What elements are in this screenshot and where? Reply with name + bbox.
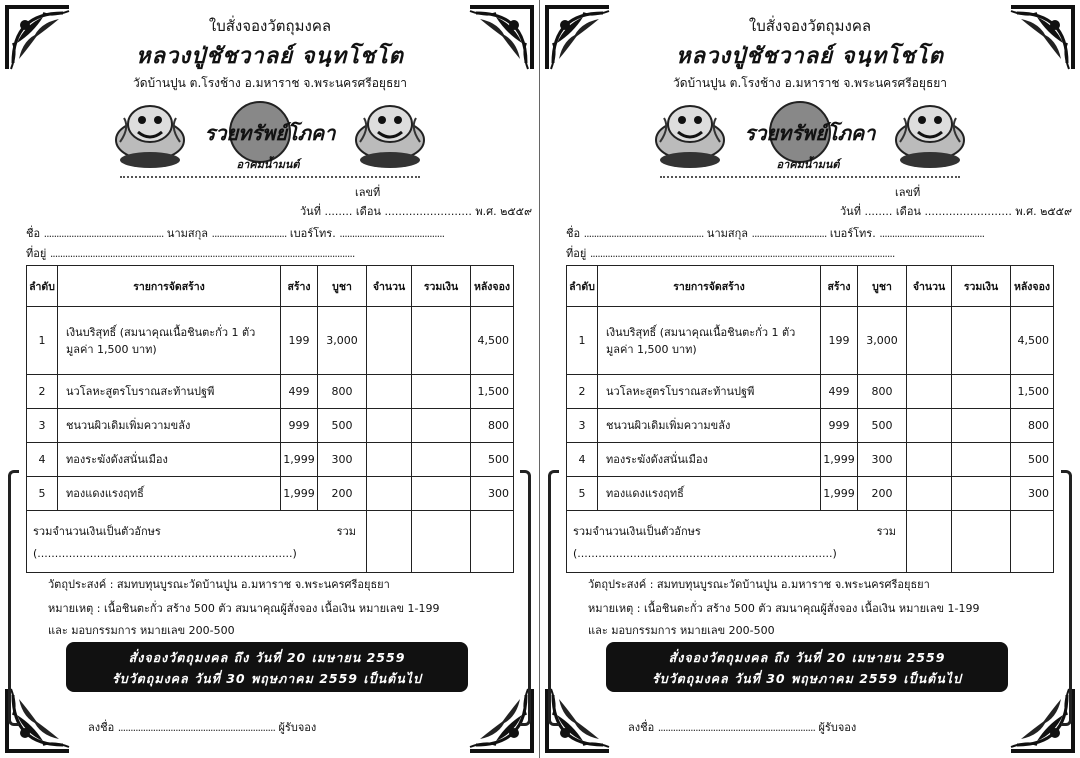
table-header bbox=[27, 266, 514, 307]
date-field[interactable]: วันที่ ........ เดือน ......................... พ.ศ. ๒๕๕๙ bbox=[300, 205, 533, 218]
cell-qty[interactable] bbox=[907, 477, 952, 511]
total-qty-cell[interactable] bbox=[907, 511, 952, 573]
table-row bbox=[27, 443, 514, 477]
table-row bbox=[567, 307, 1054, 375]
table-row bbox=[27, 307, 514, 375]
surname-label: นามสกุล bbox=[706, 227, 748, 240]
cell-no: 2 bbox=[567, 375, 598, 409]
order-table bbox=[26, 265, 514, 573]
banner-line-1: สั่งจองวัตถุมงคล ถึง วันที่ 20 เมษายน 2559 bbox=[668, 650, 946, 665]
cell-price: 200 bbox=[858, 477, 907, 511]
banner-line-2: รับวัตถุมงคล วันที่ 30 พฤษภาคม 2559 เป็นต้นไป bbox=[111, 671, 422, 686]
cell-after: 1,500 bbox=[1011, 375, 1054, 409]
address-field[interactable]: .......................................................................................................................... bbox=[589, 247, 895, 260]
cell-made: 199 bbox=[821, 307, 858, 375]
cell-after: 4,500 bbox=[1011, 307, 1054, 375]
cell-price: 500 bbox=[858, 409, 907, 443]
monk-name: หลวงปู่ชัชวาลย์ จนฺทโชโต bbox=[676, 44, 944, 69]
deadline-banner bbox=[66, 642, 468, 692]
cell-qty[interactable] bbox=[907, 375, 952, 409]
total-words-field[interactable]: (.........................................................................) bbox=[573, 547, 837, 560]
cell-no: 3 bbox=[567, 409, 598, 443]
order-form-right bbox=[540, 0, 1080, 758]
note-line-1: หมายเหตุ : เนื้อชินตะกั่ว สร้าง 500 ตัว สมนาคุณผู้สั่งจอง เนื้อเงิน หมายเลข 1-199 bbox=[588, 602, 980, 615]
logo-subtext: อาคมน้ำมนต์ bbox=[776, 158, 840, 171]
table-row bbox=[27, 477, 514, 511]
note-line-1: หมายเหตุ : เนื้อชินตะกั่ว สร้าง 500 ตัว สมนาคุณผู้สั่งจอง เนื้อเงิน หมายเลข 1-199 bbox=[48, 602, 440, 615]
signature-field[interactable]: ............................................................... bbox=[117, 721, 275, 734]
name-row bbox=[26, 224, 516, 242]
cell-item: ทองระฆังดังสนั่นเมือง bbox=[58, 443, 281, 477]
cell-item: เงินบริสุทธิ์ (สมนาคุณเนื้อชินตะกั่ว 1 ตัว มูลค่า 1,500 บาท) bbox=[598, 307, 821, 375]
table-row bbox=[567, 443, 1054, 477]
cell-sum[interactable] bbox=[412, 443, 471, 477]
cell-item: นวโลหะสูตรโบราณสะท้านปฐพี bbox=[58, 375, 281, 409]
cell-made: 999 bbox=[821, 409, 858, 443]
cell-item: นวโลหะสูตรโบราณสะท้านปฐพี bbox=[598, 375, 821, 409]
total-label: รวม bbox=[876, 525, 896, 538]
total-after-cell bbox=[471, 511, 514, 573]
col-header: รวมเงิน bbox=[412, 266, 471, 307]
divider bbox=[660, 176, 960, 178]
cell-price: 300 bbox=[318, 443, 367, 477]
col-header: หลังจอง bbox=[1011, 266, 1054, 307]
cell-qty[interactable] bbox=[907, 409, 952, 443]
cell-qty[interactable] bbox=[907, 307, 952, 375]
cell-made: 499 bbox=[281, 375, 318, 409]
cell-sum[interactable] bbox=[952, 409, 1011, 443]
divider bbox=[120, 176, 420, 178]
cell-after: 800 bbox=[471, 409, 514, 443]
name-label: ชื่อ bbox=[566, 227, 581, 240]
signature-row bbox=[88, 718, 316, 736]
cell-made: 1,999 bbox=[281, 443, 318, 477]
col-header: รวมเงิน bbox=[952, 266, 1011, 307]
temple-address: วัดบ้านปูน ต.โรงช้าง อ.มหาราช จ.พระนครศรีอยุธยา bbox=[672, 76, 948, 90]
cell-qty[interactable] bbox=[367, 409, 412, 443]
cell-made: 499 bbox=[821, 375, 858, 409]
cell-sum[interactable] bbox=[952, 443, 1011, 477]
col-header: สร้าง bbox=[281, 266, 318, 307]
col-header: บูชา bbox=[858, 266, 907, 307]
cell-no: 2 bbox=[27, 375, 58, 409]
deadline-banner bbox=[606, 642, 1008, 692]
phone-label: เบอร์โทร. bbox=[829, 227, 876, 240]
col-header: จำนวน bbox=[367, 266, 412, 307]
cell-sum[interactable] bbox=[952, 307, 1011, 375]
cell-made: 199 bbox=[281, 307, 318, 375]
cell-after: 500 bbox=[471, 443, 514, 477]
number-label: เลขที่ bbox=[895, 186, 921, 199]
date-field[interactable]: วันที่ ........ เดือน ......................... พ.ศ. ๒๕๕๙ bbox=[840, 205, 1073, 218]
cell-after: 300 bbox=[1011, 477, 1054, 511]
signature-field[interactable]: ............................................................... bbox=[657, 721, 815, 734]
side-bracket bbox=[548, 470, 559, 726]
cell-price: 500 bbox=[318, 409, 367, 443]
surname-field[interactable]: .............................. bbox=[211, 227, 287, 240]
phone-label: เบอร์โทร. bbox=[289, 227, 336, 240]
temple-address: วัดบ้านปูน ต.โรงช้าง อ.มหาราช จ.พระนครศรีอยุธยา bbox=[132, 76, 408, 90]
address-row bbox=[26, 244, 516, 262]
cell-sum[interactable] bbox=[412, 375, 471, 409]
logo-text: รวยทรัพย์โภคา bbox=[204, 121, 336, 145]
logo-subtext: อาคมน้ำมนต์ bbox=[236, 158, 300, 171]
purpose-text: วัตถุประสงค์ : สมทบทุนบูรณะวัดบ้านปูน อ.มหาราช จ.พระนครศรีอยุธยา bbox=[48, 578, 390, 591]
cell-sum[interactable] bbox=[952, 477, 1011, 511]
name-row bbox=[566, 224, 1056, 242]
note-line-2: และ มอบกรรมการ หมายเลข 200-500 bbox=[48, 624, 235, 637]
table-row bbox=[567, 477, 1054, 511]
col-header: หลังจอง bbox=[471, 266, 514, 307]
total-words-label: รวมจำนวนเงินเป็นตัวอักษร bbox=[573, 525, 701, 538]
name-field[interactable]: ................................................ bbox=[43, 227, 164, 240]
banner-line-2: รับวัตถุมงคล วันที่ 30 พฤษภาคม 2559 เป็นต้นไป bbox=[651, 671, 962, 686]
monk-name: หลวงปู่ชัชวาลย์ จนฺทโชโต bbox=[136, 44, 404, 69]
cell-item: ทองแดงแรงฤทธิ์ bbox=[598, 477, 821, 511]
total-row bbox=[27, 511, 514, 573]
cell-no: 1 bbox=[567, 307, 598, 375]
side-bracket bbox=[1061, 470, 1072, 726]
col-header: ลำดับ bbox=[27, 266, 58, 307]
surname-field[interactable]: .............................. bbox=[751, 227, 827, 240]
tiger-logo-icon bbox=[650, 96, 970, 176]
col-header: บูชา bbox=[318, 266, 367, 307]
side-bracket bbox=[8, 470, 19, 726]
note-line-2: และ มอบกรรมการ หมายเลข 200-500 bbox=[588, 624, 775, 637]
cell-after: 800 bbox=[1011, 409, 1054, 443]
cell-no: 4 bbox=[567, 443, 598, 477]
form-title: ใบสั่งจองวัตถุมงคล bbox=[208, 17, 332, 35]
table-row bbox=[567, 375, 1054, 409]
order-table bbox=[566, 265, 1054, 573]
cell-no: 3 bbox=[27, 409, 58, 443]
cell-price: 800 bbox=[318, 375, 367, 409]
cell-item: ชนวนผิวเดิมเพิ่มความขลัง bbox=[598, 409, 821, 443]
cell-no: 4 bbox=[27, 443, 58, 477]
col-header: รายการจัดสร้าง bbox=[58, 266, 281, 307]
cell-price: 300 bbox=[858, 443, 907, 477]
cell-after: 4,500 bbox=[471, 307, 514, 375]
cell-price: 200 bbox=[318, 477, 367, 511]
cell-no: 1 bbox=[27, 307, 58, 375]
sign-label: ลงชื่อ bbox=[628, 721, 655, 734]
table-row bbox=[27, 409, 514, 443]
banner-line-1: สั่งจองวัตถุมงคล ถึง วันที่ 20 เมษายน 2559 bbox=[128, 650, 406, 665]
tiger-logo-icon bbox=[110, 96, 430, 176]
cell-item: ชนวนผิวเดิมเพิ่มความขลัง bbox=[58, 409, 281, 443]
signature-row bbox=[628, 718, 856, 736]
total-row bbox=[567, 511, 1054, 573]
cell-price: 3,000 bbox=[318, 307, 367, 375]
receiver-label: ผู้รับจอง bbox=[278, 721, 317, 734]
cell-after: 300 bbox=[471, 477, 514, 511]
cell-sum[interactable] bbox=[412, 477, 471, 511]
total-words-cell bbox=[27, 511, 367, 573]
cell-after: 500 bbox=[1011, 443, 1054, 477]
cell-qty[interactable] bbox=[907, 443, 952, 477]
cell-no: 5 bbox=[27, 477, 58, 511]
form-title: ใบสั่งจองวัตถุมงคล bbox=[748, 17, 872, 35]
surname-label: นามสกุล bbox=[166, 227, 208, 240]
cell-qty[interactable] bbox=[367, 477, 412, 511]
receiver-label: ผู้รับจอง bbox=[818, 721, 857, 734]
cell-item: เงินบริสุทธิ์ (สมนาคุณเนื้อชินตะกั่ว 1 ตัว มูลค่า 1,500 บาท) bbox=[58, 307, 281, 375]
phone-field[interactable]: .......................................... bbox=[879, 227, 985, 240]
sign-label: ลงชื่อ bbox=[88, 721, 115, 734]
cell-made: 1,999 bbox=[821, 443, 858, 477]
col-header: สร้าง bbox=[821, 266, 858, 307]
col-header: ลำดับ bbox=[567, 266, 598, 307]
total-sum-cell[interactable] bbox=[412, 511, 471, 573]
address-label: ที่อยู่ bbox=[566, 247, 587, 260]
cell-sum[interactable] bbox=[412, 409, 471, 443]
cell-price: 800 bbox=[858, 375, 907, 409]
total-qty-cell[interactable] bbox=[367, 511, 412, 573]
cell-qty[interactable] bbox=[367, 307, 412, 375]
cell-sum[interactable] bbox=[952, 375, 1011, 409]
total-sum-cell[interactable] bbox=[952, 511, 1011, 573]
cell-item: ทองแดงแรงฤทธิ์ bbox=[58, 477, 281, 511]
total-label: รวม bbox=[336, 525, 356, 538]
number-label: เลขที่ bbox=[355, 186, 381, 199]
address-label: ที่อยู่ bbox=[26, 247, 47, 260]
cell-made: 1,999 bbox=[821, 477, 858, 511]
table-header bbox=[567, 266, 1054, 307]
total-words-cell bbox=[567, 511, 907, 573]
address-row bbox=[566, 244, 1056, 262]
total-after-cell bbox=[1011, 511, 1054, 573]
cell-after: 1,500 bbox=[471, 375, 514, 409]
name-field[interactable]: ................................................ bbox=[583, 227, 704, 240]
cell-qty[interactable] bbox=[367, 443, 412, 477]
total-words-label: รวมจำนวนเงินเป็นตัวอักษร bbox=[33, 525, 161, 538]
side-bracket bbox=[520, 470, 531, 726]
table-row bbox=[567, 409, 1054, 443]
purpose-text: วัตถุประสงค์ : สมทบทุนบูรณะวัดบ้านปูน อ.มหาราช จ.พระนครศรีอยุธยา bbox=[588, 578, 930, 591]
logo-text: รวยทรัพย์โภคา bbox=[744, 121, 876, 145]
cell-no: 5 bbox=[567, 477, 598, 511]
total-words-field[interactable]: (.........................................................................) bbox=[33, 547, 297, 560]
col-header: จำนวน bbox=[907, 266, 952, 307]
cell-made: 1,999 bbox=[281, 477, 318, 511]
cell-qty[interactable] bbox=[367, 375, 412, 409]
name-label: ชื่อ bbox=[26, 227, 41, 240]
phone-field[interactable]: .......................................... bbox=[339, 227, 445, 240]
col-header: รายการจัดสร้าง bbox=[598, 266, 821, 307]
address-field[interactable]: .......................................................................................................................... bbox=[49, 247, 355, 260]
cell-price: 3,000 bbox=[858, 307, 907, 375]
cell-sum[interactable] bbox=[412, 307, 471, 375]
cell-made: 999 bbox=[281, 409, 318, 443]
cell-item: ทองระฆังดังสนั่นเมือง bbox=[598, 443, 821, 477]
table-row bbox=[27, 375, 514, 409]
